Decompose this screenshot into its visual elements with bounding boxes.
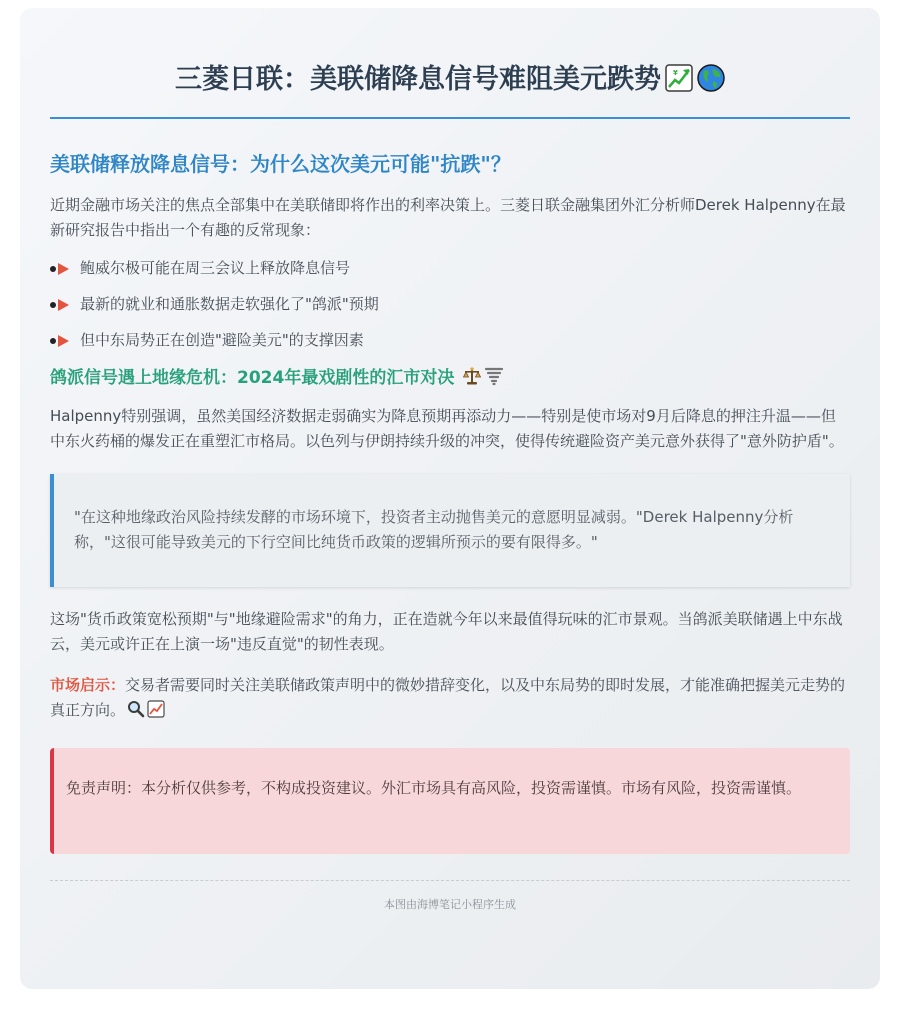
list-item-text: 鲍威尔极可能在周三会议上释放降息信号 bbox=[80, 259, 351, 277]
chart-icon bbox=[147, 700, 165, 718]
title-divider bbox=[50, 117, 850, 119]
arrow-right-icon bbox=[58, 299, 69, 311]
list-item bbox=[50, 256, 850, 281]
analyst-quote-text: "在这种地缘政治风险持续发酵的市场环境下，投资者主动抛售美元的意愿明显减弱。"Derek Halpenny分析称，"这很可能导致美元的下行空间比纯货币政策的逻辑所预示的要有限得多。" bbox=[74, 508, 794, 551]
page-title-text: 三菱日联：美联储降息信号难阻美元跌势 bbox=[175, 64, 661, 95]
summary-paragraph: 这场"货币政策宽松预期"与"地缘避险需求"的角力，正在造就今年以来最值得玩味的汇市景观。当鸽派美联储遇上中东战云，美元或许正在上演一场"违反直觉"的韧性表现。 bbox=[50, 610, 843, 653]
market-insight-paragraph bbox=[50, 673, 850, 723]
list-item bbox=[50, 292, 850, 317]
globe-icon bbox=[697, 64, 725, 92]
section-heading-geopolitics bbox=[50, 364, 850, 392]
list-item-text: 但中东局势正在创造"避险美元"的支撑因素 bbox=[80, 331, 364, 349]
intro-paragraph: 近期金融市场关注的焦点全部集中在美联储即将作出的利率决策上。三菱日联金融集团外汇分析师Derek Halpenny在最新研究报告中指出一个有趣的反常现象： bbox=[50, 196, 846, 239]
tornado-icon bbox=[484, 366, 504, 386]
footer-divider bbox=[50, 880, 850, 881]
balance-scale-icon bbox=[462, 366, 482, 386]
article-card bbox=[20, 8, 880, 989]
page-title bbox=[50, 8, 850, 100]
arrow-right-icon bbox=[58, 263, 69, 275]
footer-credit: 本图由海博笔记小程序生成 bbox=[384, 898, 516, 911]
bullet-dot-icon bbox=[50, 266, 56, 272]
list-item-text: 最新的就业和通胀数据走软强化了"鸽派"预期 bbox=[80, 295, 379, 313]
magnifier-icon bbox=[127, 700, 145, 718]
list-item bbox=[50, 328, 850, 353]
market-insight-label: 市场启示： bbox=[50, 676, 126, 694]
market-insight-text: 交易者需要同时关注美联储政策声明中的微妙措辞变化，以及中东局势的即时发展，才能准确把握美元走势的真正方向。 bbox=[50, 676, 846, 719]
disclaimer-text: 免责声明：本分析仅供参考，不构成投资建议。外汇市场具有高风险，投资需谨慎。市场有风险，投资需谨慎。 bbox=[66, 779, 802, 797]
svg-text:¥: ¥ bbox=[673, 68, 678, 77]
analyst-quote bbox=[50, 474, 850, 587]
chart-increasing-icon bbox=[665, 64, 693, 92]
key-points-list bbox=[50, 256, 850, 353]
section-heading-text: 鸽派信号遇上地缘危机：2024年最戏剧性的汇市对决 bbox=[50, 368, 455, 388]
section-heading-fed-signal: 美联储释放降息信号：为什么这次美元可能"抗跌"？ bbox=[50, 152, 511, 176]
bullet-dot-icon bbox=[50, 338, 56, 344]
analysis-paragraph: Halpenny特别强调，虽然美国经济数据走弱确实为降息预期再添动力——特别是使市场对9月后降息的押注升温——但中东火药桶的爆发正在重塑汇市格局。以色列与伊朗持续升级的冲突，使得传统避险资产美元意外获得了"意外防护盾"。 bbox=[50, 407, 844, 450]
disclaimer-box bbox=[50, 748, 850, 854]
arrow-right-icon bbox=[58, 335, 69, 347]
bullet-dot-icon bbox=[50, 302, 56, 308]
